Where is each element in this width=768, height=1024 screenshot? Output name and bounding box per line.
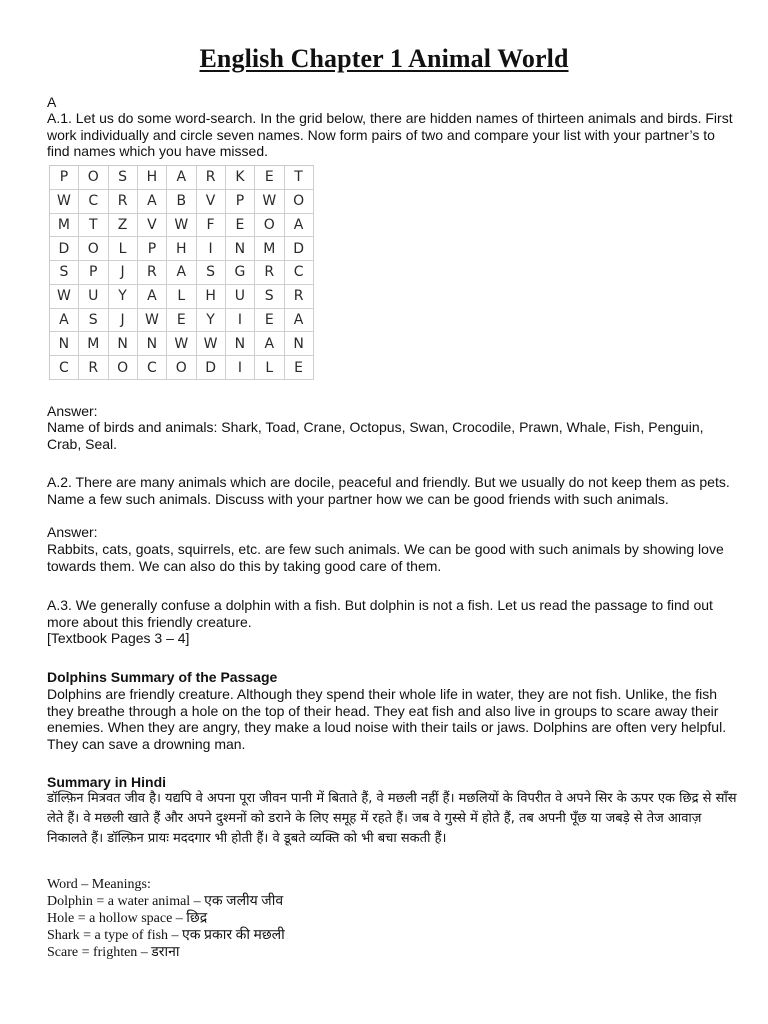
grid-cell: N bbox=[138, 332, 167, 356]
grid-cell: A bbox=[285, 309, 314, 333]
grid-cell: M bbox=[79, 332, 108, 356]
grid-cell: V bbox=[197, 190, 226, 214]
grid-cell: H bbox=[138, 166, 167, 190]
grid-cell: R bbox=[138, 261, 167, 285]
grid-cell: A bbox=[138, 285, 167, 309]
word-search-grid bbox=[49, 165, 314, 380]
grid-cell: C bbox=[79, 190, 108, 214]
hindi-summary-heading: Summary in Hindi bbox=[47, 774, 167, 790]
grid-cell: W bbox=[50, 190, 79, 214]
grid-cell: N bbox=[226, 332, 255, 356]
summary-heading: Dolphins Summary of the Passage bbox=[47, 669, 278, 685]
grid-cell: J bbox=[109, 309, 138, 333]
grid-cell: G bbox=[226, 261, 255, 285]
grid-cell: O bbox=[167, 356, 196, 380]
grid-cell: T bbox=[79, 214, 108, 238]
grid-cell: B bbox=[167, 190, 196, 214]
grid-cell: O bbox=[255, 214, 284, 238]
grid-cell: H bbox=[167, 237, 196, 261]
grid-cell: A bbox=[167, 166, 196, 190]
grid-cell: A bbox=[285, 214, 314, 238]
a1-answer-label: Answer: bbox=[47, 403, 98, 419]
grid-cell: F bbox=[197, 214, 226, 238]
grid-cell: M bbox=[255, 237, 284, 261]
word-meaning-item: Dolphin = a water animal – एक जलीय जीव bbox=[47, 894, 284, 909]
page-title: English Chapter 1 Animal World bbox=[199, 44, 569, 73]
grid-cell: N bbox=[109, 332, 138, 356]
grid-cell: W bbox=[167, 214, 196, 238]
grid-cell: H bbox=[197, 285, 226, 309]
a2-answer-label: Answer: bbox=[47, 524, 98, 540]
grid-cell: E bbox=[285, 356, 314, 380]
grid-cell: W bbox=[50, 285, 79, 309]
grid-cell: R bbox=[197, 166, 226, 190]
grid-cell: O bbox=[79, 237, 108, 261]
section-label: A bbox=[47, 94, 57, 110]
word-meanings-heading: Word – Meanings: bbox=[47, 877, 151, 892]
grid-cell: R bbox=[109, 190, 138, 214]
word-meaning-item: Scare = frighten – डराना bbox=[47, 945, 180, 960]
grid-cell: S bbox=[79, 309, 108, 333]
grid-cell: P bbox=[79, 261, 108, 285]
grid-cell: N bbox=[226, 237, 255, 261]
grid-cell: A bbox=[255, 332, 284, 356]
grid-cell: L bbox=[255, 356, 284, 380]
question-a1: A.1. Let us do some word-search. In the grid below, there are hidden names of thirteen animals and birds. First work individually and circle seven names. Now form pairs of two and compare your list with your partner’s to find names which you have missed. bbox=[47, 110, 737, 160]
grid-cell: C bbox=[285, 261, 314, 285]
textbook-pages: [Textbook Pages 3 – 4] bbox=[47, 630, 190, 646]
grid-cell: K bbox=[226, 166, 255, 190]
question-a2: A.2. There are many animals which are docile, peaceful and friendly. But we usually do not keep them as pets. Name a few such animals. Discuss with your partner how we can be good friends with such animals. bbox=[47, 474, 734, 507]
grid-cell: A bbox=[138, 190, 167, 214]
grid-cell: Y bbox=[197, 309, 226, 333]
a1-answer: Name of birds and animals: Shark, Toad, Crane, Octopus, Swan, Crocodile, Prawn, Whale, Fish, Penguin, Crab, Seal. bbox=[47, 419, 708, 452]
grid-cell: S bbox=[255, 285, 284, 309]
grid-cell: A bbox=[50, 309, 79, 333]
grid-cell: O bbox=[109, 356, 138, 380]
word-meaning-item: Shark = a type of fish – एक प्रकार की मछली bbox=[47, 928, 285, 943]
word-meaning-item: Hole = a hollow space – छिद्र bbox=[47, 911, 208, 926]
grid-cell: L bbox=[109, 237, 138, 261]
grid-cell: W bbox=[197, 332, 226, 356]
grid-cell: J bbox=[109, 261, 138, 285]
grid-cell: N bbox=[50, 332, 79, 356]
grid-cell: O bbox=[79, 166, 108, 190]
grid-cell: W bbox=[255, 190, 284, 214]
grid-cell: D bbox=[285, 237, 314, 261]
grid-cell: D bbox=[197, 356, 226, 380]
grid-cell: P bbox=[50, 166, 79, 190]
grid-cell: Z bbox=[109, 214, 138, 238]
grid-cell: E bbox=[255, 309, 284, 333]
grid-cell: U bbox=[79, 285, 108, 309]
grid-cell: O bbox=[285, 190, 314, 214]
question-a3: A.3. We generally confuse a dolphin with a fish. But dolphin is not a fish. Let us read the passage to find out more about this friendly creature. bbox=[47, 597, 717, 630]
grid-cell: S bbox=[50, 261, 79, 285]
grid-cell: R bbox=[255, 261, 284, 285]
hindi-summary-text: डॉल्फ़िन मित्रवत जीव है। यद्यपि वे अपना पूरा जीवन पानी में बिताते हैं, वे मछली नहीं हैं। मछलियों के विपरीत वे अपने सिर के ऊपर एक छिद्र से साँस लेते हैं। वे मछली खाते हैं और अपने दुश्मनों को डराने के लिए समूह में रहते हैं। जब वे गुस्से में होते हैं, तब अपनी पूँछ या जबड़े से तेज आवाज़ निकालते हैं। डॉल्फ़िन प्रायः मददगार भी होती हैं। वे डूबते व्यक्ति को भी बचा सकती हैं। bbox=[47, 791, 737, 846]
grid-cell: D bbox=[50, 237, 79, 261]
grid-cell: C bbox=[138, 356, 167, 380]
grid-cell: I bbox=[197, 237, 226, 261]
grid-cell: S bbox=[197, 261, 226, 285]
grid-cell: M bbox=[50, 214, 79, 238]
grid-cell: S bbox=[109, 166, 138, 190]
grid-cell: V bbox=[138, 214, 167, 238]
grid-cell: E bbox=[255, 166, 284, 190]
grid-cell: C bbox=[50, 356, 79, 380]
grid-cell: I bbox=[226, 309, 255, 333]
grid-cell: L bbox=[167, 285, 196, 309]
grid-cell: Y bbox=[109, 285, 138, 309]
grid-cell: U bbox=[226, 285, 255, 309]
grid-cell: W bbox=[167, 332, 196, 356]
a2-answer: Rabbits, cats, goats, squirrels, etc. are few such animals. We can be good with such animals by showing love towards them. We can also do this by taking good care of them. bbox=[47, 541, 728, 574]
summary-text: Dolphins are friendly creature. Although they spend their whole life in water, they are not fish. Unlike, the fish they breathe through a hole on the top of their head. They eat fish and also live in groups to scare away their enemies. When they are angry, they make a loud noise with their tails or jaws. Dolphins are often very helpful. They can save a drowning man. bbox=[47, 686, 730, 752]
grid-cell: R bbox=[79, 356, 108, 380]
grid-cell: P bbox=[226, 190, 255, 214]
grid-cell: E bbox=[226, 214, 255, 238]
grid-cell: W bbox=[138, 309, 167, 333]
grid-cell: E bbox=[167, 309, 196, 333]
grid-cell: T bbox=[285, 166, 314, 190]
grid-cell: A bbox=[167, 261, 196, 285]
grid-cell: N bbox=[285, 332, 314, 356]
grid-cell: R bbox=[285, 285, 314, 309]
grid-cell: I bbox=[226, 356, 255, 380]
grid-cell: P bbox=[138, 237, 167, 261]
